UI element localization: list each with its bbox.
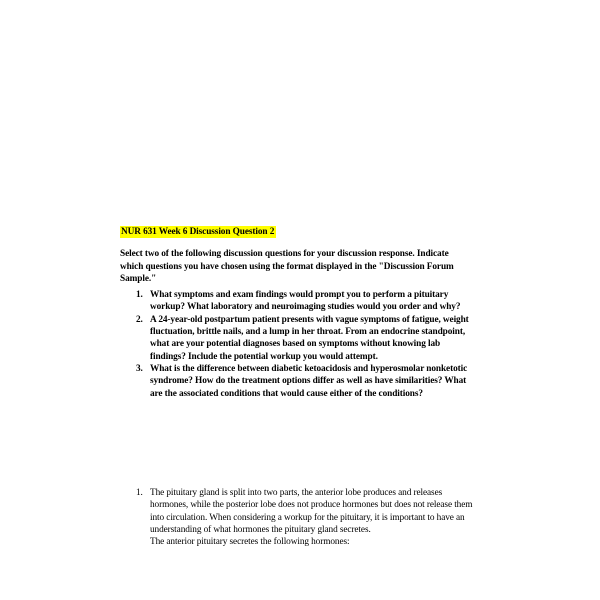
response-text: The pituitary gland is split into two parts, the anterior lobe produces and releases hormones, while the posterior lobe does not produce hormones but does not release them into circulation. When considering a workup for the pituitary, it is important to have an understanding of what hormones the pituitary gland secretes.: [150, 488, 473, 535]
intro-paragraph: Select two of the following discussion questions for your discussion response. Indicate which questions you have chosen using the format displayed in the "Discussion Forum Sample.": [120, 249, 454, 284]
assignment-section: [120, 226, 473, 400]
highlighted-title-text: NUR 631 Week 6 Discussion Question 2: [121, 227, 275, 237]
question-item: [120, 289, 473, 314]
response-section: [120, 487, 473, 548]
response-list: [120, 487, 473, 548]
question-list: [120, 289, 473, 400]
question-item: [120, 314, 473, 363]
question-text: What is the difference between diabetic ketoacidosis and hyperosmolar nonketotic syndrome? How do the treatment options differ as well as have similarities? What are the associated conditions that would cause either of the conditions?: [150, 363, 468, 399]
document-title: [120, 226, 473, 238]
response-number: 1.: [136, 488, 143, 498]
question-number: 1.: [136, 290, 143, 301]
question-text: What symptoms and exam findings would prompt you to perform a pituitary workup? What laboratory and neuroimaging studies would you order and why?: [150, 290, 461, 313]
question-number: 3.: [136, 363, 143, 374]
question-item: [120, 363, 473, 400]
question-text: A 24-year-old postpartum patient presents with vague symptoms of fatigue, weight fluctuation, brittle nails, and a lump in her throat. From an endocrine standpoint, what are your potential diagnoses based on symptoms without knowing lab findings? Include the potential workup you would attempt.: [150, 314, 469, 362]
response-item: [120, 487, 473, 548]
question-number: 2.: [136, 314, 143, 325]
response-followup-line: The anterior pituitary secretes the following hormones:: [150, 537, 350, 548]
